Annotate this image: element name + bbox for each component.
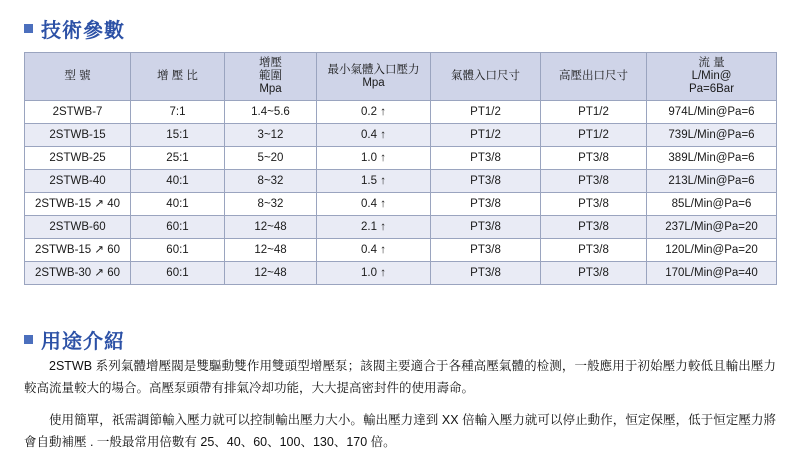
cell-inlet-size: PT3/8 <box>431 147 541 170</box>
section-title-usage: 用途介紹 <box>41 331 125 353</box>
cell-boost-range: 12~48 <box>225 239 317 262</box>
usage-description <box>24 355 776 461</box>
square-bullet-icon <box>24 24 33 33</box>
cell-inlet-size: PT3/8 <box>431 170 541 193</box>
spec-table-body <box>25 101 777 285</box>
cell-inlet-size: PT3/8 <box>431 193 541 216</box>
spec-table-container <box>24 52 776 285</box>
cell-min-inlet-pressure: 1.5 ↑ <box>317 170 431 193</box>
cell-min-inlet-pressure: 0.4 ↑ <box>317 239 431 262</box>
cell-inlet-size: PT1/2 <box>431 101 541 124</box>
section-heading-specs <box>24 14 125 43</box>
cell-boost-range: 12~48 <box>225 262 317 285</box>
cell-model: 2STWB-25 <box>25 147 131 170</box>
cell-model: 2STWB-15 ↗ 40 <box>25 193 131 216</box>
cell-boost-range: 8~32 <box>225 193 317 216</box>
cell-boost-range: 3~12 <box>225 124 317 147</box>
cell-ratio: 60:1 <box>131 239 225 262</box>
cell-flow: 170L/Min@Pa=40 <box>647 262 777 285</box>
table-row <box>25 216 777 239</box>
square-bullet-icon <box>24 335 33 344</box>
section-title-specs: 技術參數 <box>41 20 125 42</box>
cell-ratio: 60:1 <box>131 216 225 239</box>
table-row <box>25 193 777 216</box>
section-heading-usage <box>24 325 125 354</box>
table-row <box>25 101 777 124</box>
cell-min-inlet-pressure: 0.2 ↑ <box>317 101 431 124</box>
table-row <box>25 170 777 193</box>
table-row <box>25 124 777 147</box>
cell-model: 2STWB-60 <box>25 216 131 239</box>
cell-flow: 237L/Min@Pa=20 <box>647 216 777 239</box>
column-header-outlet-size: 高壓出口尺寸 <box>541 53 647 101</box>
cell-ratio: 7:1 <box>131 101 225 124</box>
cell-inlet-size: PT3/8 <box>431 262 541 285</box>
cell-outlet-size: PT3/8 <box>541 193 647 216</box>
cell-flow: 85L/Min@Pa=6 <box>647 193 777 216</box>
cell-outlet-size: PT3/8 <box>541 262 647 285</box>
cell-model: 2STWB-7 <box>25 101 131 124</box>
cell-min-inlet-pressure: 1.0 ↑ <box>317 262 431 285</box>
cell-outlet-size: PT3/8 <box>541 147 647 170</box>
cell-boost-range: 1.4~5.6 <box>225 101 317 124</box>
cell-boost-range: 12~48 <box>225 216 317 239</box>
cell-ratio: 60:1 <box>131 262 225 285</box>
cell-outlet-size: PT3/8 <box>541 216 647 239</box>
cell-inlet-size: PT1/2 <box>431 124 541 147</box>
cell-flow: 120L/Min@Pa=20 <box>647 239 777 262</box>
cell-inlet-size: PT3/8 <box>431 216 541 239</box>
cell-ratio: 15:1 <box>131 124 225 147</box>
cell-model: 2STWB-15 ↗ 60 <box>25 239 131 262</box>
cell-flow: 389L/Min@Pa=6 <box>647 147 777 170</box>
spec-table-head <box>25 53 777 101</box>
table-row <box>25 239 777 262</box>
usage-paragraph-1: 2STWB 系列氣體增壓閥是雙驅動雙作用雙頭型增壓泵；該閥主要適合于各種高壓氣體的检测，一般應用于初始壓力較低且輸出壓力較高流量較大的場合。高壓泵頭帶有排氣冷却功能，大大提高密封件的使用壽命。 <box>24 359 776 395</box>
column-header-inlet-size: 氣體入口尺寸 <box>431 53 541 101</box>
cell-min-inlet-pressure: 1.0 ↑ <box>317 147 431 170</box>
cell-ratio: 25:1 <box>131 147 225 170</box>
cell-flow: 213L/Min@Pa=6 <box>647 170 777 193</box>
cell-outlet-size: PT3/8 <box>541 239 647 262</box>
cell-outlet-size: PT3/8 <box>541 170 647 193</box>
column-header-model: 型 號 <box>25 53 131 101</box>
cell-outlet-size: PT1/2 <box>541 124 647 147</box>
cell-flow: 739L/Min@Pa=6 <box>647 124 777 147</box>
cell-ratio: 40:1 <box>131 170 225 193</box>
cell-model: 2STWB-40 <box>25 170 131 193</box>
cell-ratio: 40:1 <box>131 193 225 216</box>
cell-boost-range: 8~32 <box>225 170 317 193</box>
cell-model: 2STWB-15 <box>25 124 131 147</box>
cell-outlet-size: PT1/2 <box>541 101 647 124</box>
column-header-ratio: 增 壓 比 <box>131 53 225 101</box>
cell-model: 2STWB-30 ↗ 60 <box>25 262 131 285</box>
column-header-min-inlet-pressure: 最小氣體入口壓力 Mpa <box>317 53 431 101</box>
column-header-flow: 流 量 L/Min@ Pa=6Bar <box>647 53 777 101</box>
cell-min-inlet-pressure: 2.1 ↑ <box>317 216 431 239</box>
column-header-boost-range: 增壓 範圍 Mpa <box>225 53 317 101</box>
cell-inlet-size: PT3/8 <box>431 239 541 262</box>
table-header-row <box>25 53 777 101</box>
cell-flow: 974L/Min@Pa=6 <box>647 101 777 124</box>
spec-table <box>24 52 777 285</box>
cell-min-inlet-pressure: 0.4 ↑ <box>317 124 431 147</box>
cell-boost-range: 5~20 <box>225 147 317 170</box>
table-row <box>25 262 777 285</box>
cell-min-inlet-pressure: 0.4 ↑ <box>317 193 431 216</box>
table-row <box>25 147 777 170</box>
usage-paragraph-2: 使用簡單，祇需調節輸入壓力就可以控制輸出壓力大小。輸出壓力達到 XX 倍輸入壓力就可以停止動作，恒定保壓，低于恒定壓力將會自動補壓 . 一般最常用倍數有 25、40、60、100、130、170 倍。 <box>24 413 776 449</box>
